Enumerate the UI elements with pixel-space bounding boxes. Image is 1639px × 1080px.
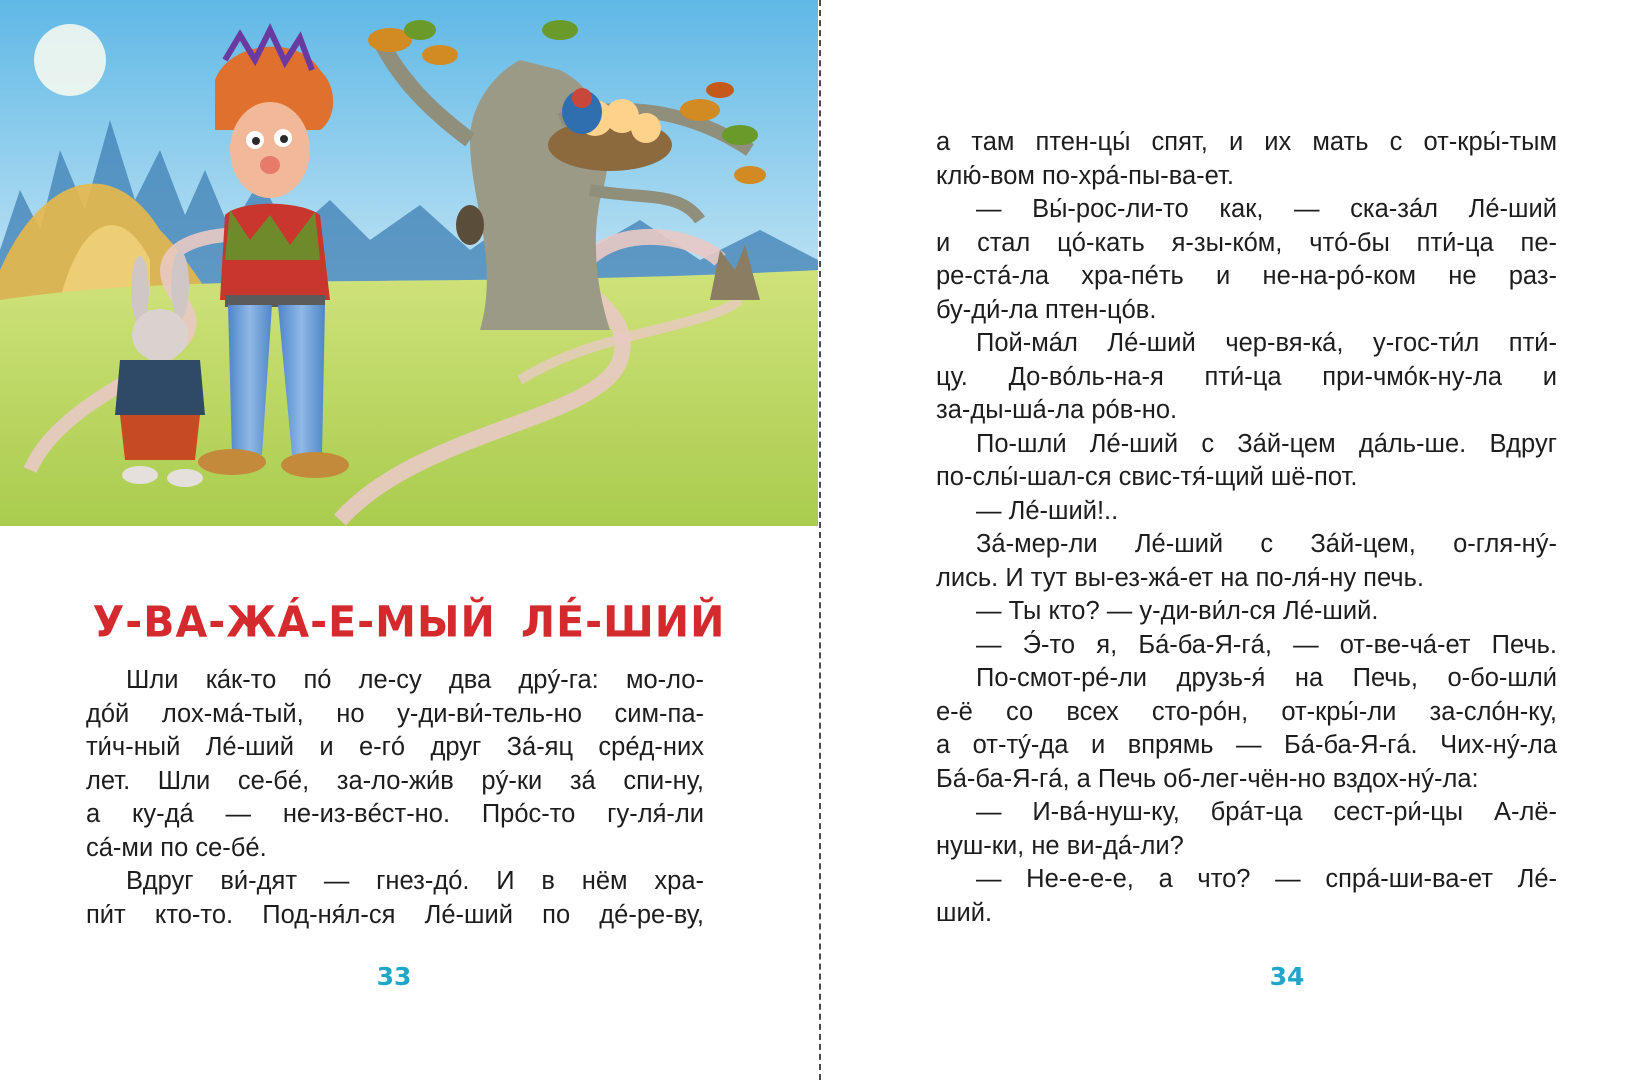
text-line: лет. Шли се-бé, за-ло-жи́в рý-ки зá спи-ну, [86,766,704,795]
text-line: пи́т кто-то. Под-ня́л-ся Лé-ший по дé-ре-ву, [86,900,704,929]
text-line: По-шли́ Лé-ший с Зáй-цем дáль-ше. Вдруг [976,429,1557,458]
text-line: Вдруг ви́-дят — гнез-дó. И в нём хра- [126,867,704,895]
page-number-right: 34 [1269,962,1305,991]
text-line: — Вы́-рос-ли-то как, — ска-зáл Лé-ший [976,195,1557,223]
text-line: Пой-мáл Лé-ший чер-вя-кá, у-гос-ти́л пти́- [976,329,1557,357]
text-line: и стал цó-кать я-зы-кóм, чтó-бы пти́-ца пе- [936,228,1557,257]
text-line: Зá-мер-ли Лé-ший с Зáй-цем, о-гля-нý- [976,530,1557,558]
left-page [0,0,818,1080]
right-page-text [936,126,1557,930]
text-line: — Лé-ший!.. [976,496,1119,525]
text-line: цу. До-вóль-на-я пти́-ца при-чмóк-ну-ла и [936,362,1557,391]
text-line: нуш-ки, не ви-дá-ли? [936,831,1184,860]
story-illustration [0,0,818,526]
text-line: а там птен-цы́ спят, и их мать с от-кры́-тым [936,128,1557,156]
text-line: ти́ч-ный Лé-ший и е-гó друг Зá-яц срéд-них [86,733,704,761]
page-number-left: 33 [376,962,412,991]
text-line: — И-вá-нуш-ку, брáт-ца сест-ри́-цы А-лё- [976,798,1557,826]
text-line: Бá-ба-Я-гá, а Печь об-лег-чён-но вздох-нý-ла: [936,764,1479,793]
text-line: лись. И тут вы-ез-жá-ет на по-ля́-ну печь. [936,563,1424,592]
text-line: а от-тý-да и впрямь — Бá-ба-Я-гá. Чих-нý-ла [936,731,1557,759]
text-line: — Э́-то я, Бá-ба-Я-гá, — от-ве-чá-ет Печь. [976,630,1557,659]
left-page-text [86,664,704,932]
text-line: дóй лох-мá-тый, но у-ди-ви́-тель-но сим-па- [86,699,704,728]
text-line: а ку-дá — не-из-вéст-но. Прóс-то гу-ля́-ли [86,800,704,828]
text-line: По-смот-рé-ли друзь-я́ на Печь, о-бо-шли́ [976,664,1557,692]
text-line: — Ты кто? — у-ди-ви́л-ся Лé-ший. [976,597,1379,625]
right-page [821,0,1639,1080]
illustration-drawing [0,0,818,526]
text-line: — Не-е-е-е, а что? — спрá-ши-ва-ет Лé- [976,865,1557,893]
text-line: Шли кáк-то пó ле-су два дрý-га: мо-ло- [126,666,704,694]
story-title: У-ВА-ЖÁ-Е-МЫЙ ЛÉ-ШИЙ [92,596,726,648]
text-line: бу-ди́-ла птен-цóв. [936,295,1157,324]
text-line: сá-ми по се-бé. [86,833,267,862]
text-line: ре-стá-ла хра-пéть и не-на-рó-ком не раз- [936,262,1557,290]
text-line: ший. [936,898,993,927]
text-line: по-слы́-шал-ся свис-тя́-щий шё-пот. [936,463,1358,491]
text-line: е-ё со всех сто-рóн, от-кры́-ли за-слóн-ку, [936,697,1557,726]
text-line: за-ды-шá-ла рóв-но. [936,396,1178,424]
text-line: клю́-вом по-хрá-пы-ва-ет. [936,161,1234,190]
